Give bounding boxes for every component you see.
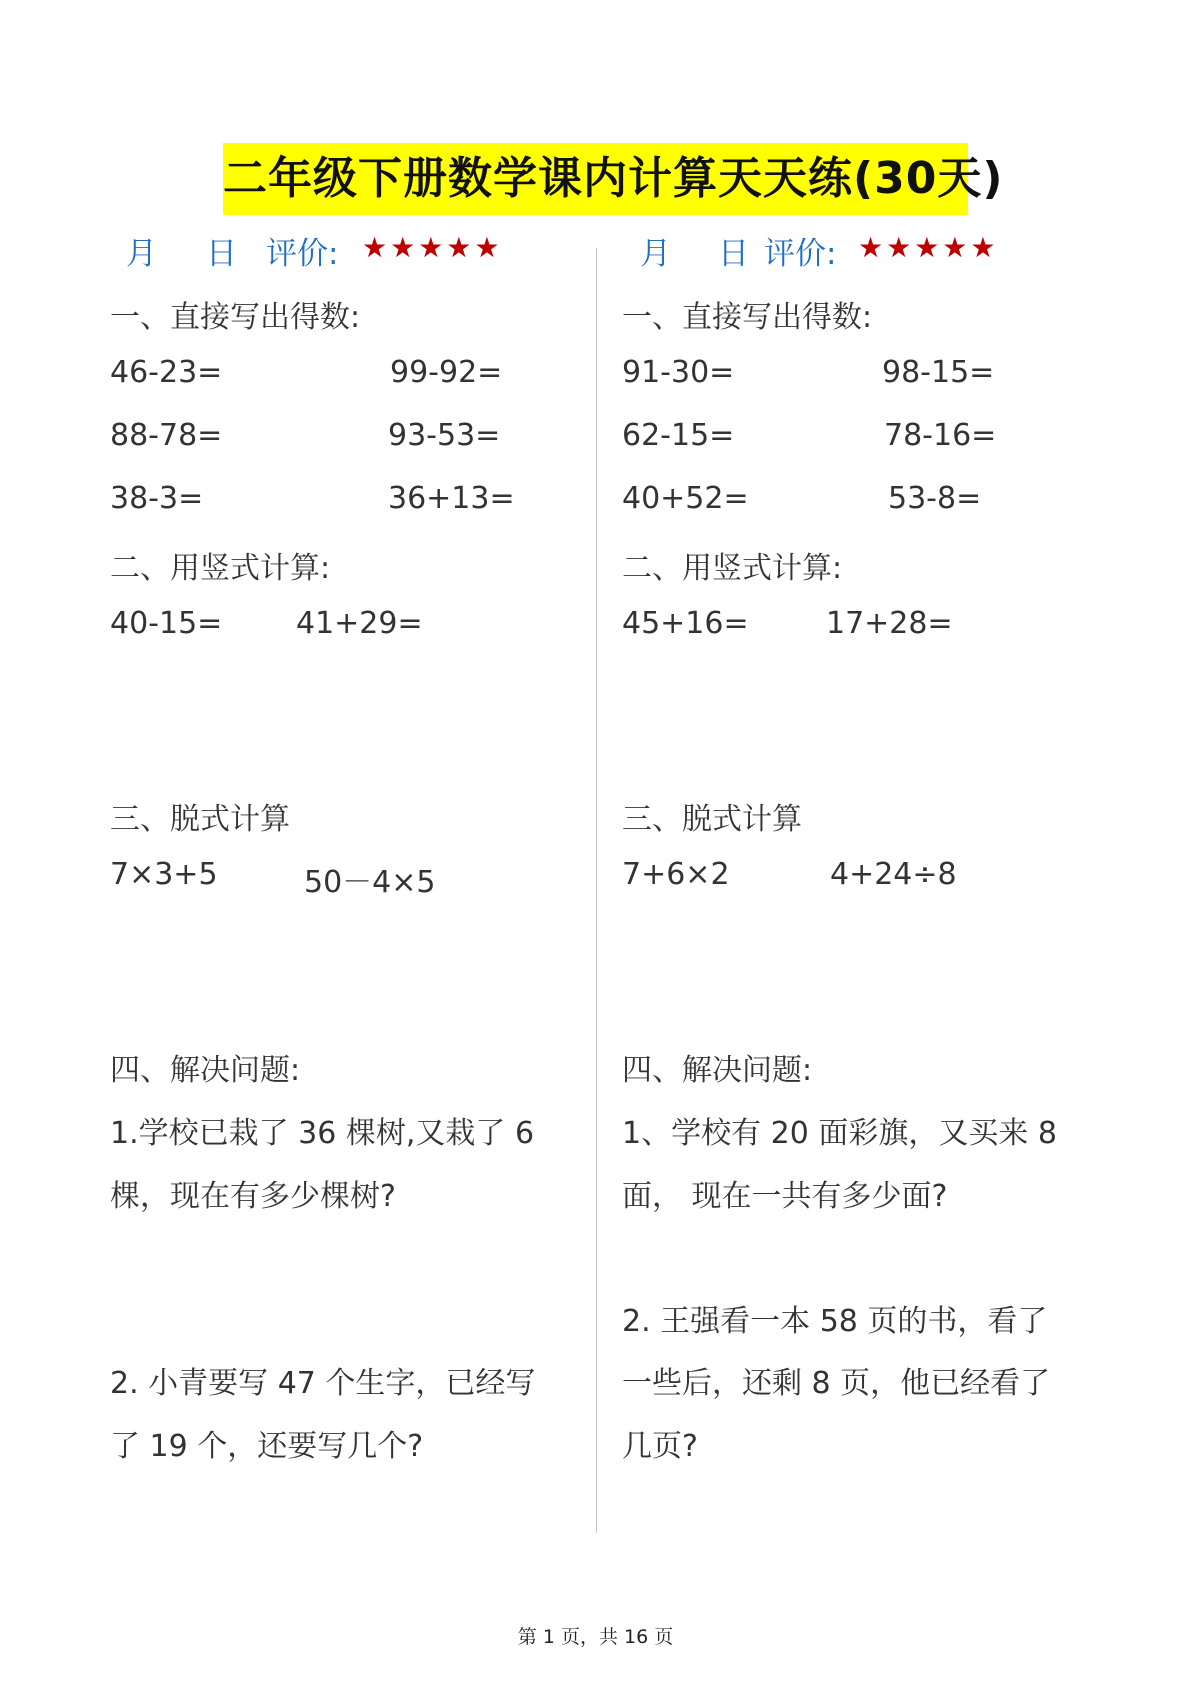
left-mixed-1: 7×3+5 (110, 857, 218, 892)
right-problem-2-line-3: 几页? (622, 1429, 698, 1464)
right-section-4-heading: 四、解决问题: (622, 1053, 813, 1088)
left-section-2-heading: 二、用竖式计算: (110, 551, 331, 586)
left-rating-stars: ★★★★★ (362, 231, 503, 264)
right-problem-1-line-1: 1、学校有 20 面彩旗，又买来 8 (622, 1116, 1057, 1151)
right-mixed-2: 4+24÷8 (830, 857, 957, 892)
left-day-label: 日 (206, 236, 237, 272)
page-title: 二年级下册数学课内计算天天练(30天) (223, 143, 968, 215)
right-mixed-1: 7+6×2 (622, 857, 730, 892)
right-exercise-4: 78-16= (884, 418, 997, 453)
left-section-3-heading: 三、脱式计算 (110, 802, 290, 837)
right-exercise-1: 91-30= (622, 355, 735, 390)
left-problem-1-line-2: 棵，现在有多少棵树? (110, 1179, 396, 1214)
right-problem-1-line-2: 面， 现在一共有多少面? (622, 1179, 948, 1214)
right-vertical-2: 17+28= (826, 606, 953, 641)
right-section-2-heading: 二、用竖式计算: (622, 551, 843, 586)
right-rating-label: 评价: (764, 236, 837, 272)
right-problem-2-line-2: 一些后，还剩 8 页，他已经看了 (622, 1366, 1051, 1401)
left-exercise-4: 93-53= (388, 418, 501, 453)
right-exercise-5: 40+52= (622, 481, 749, 516)
right-exercise-3: 62-15= (622, 418, 735, 453)
right-section-1-heading: 一、直接写出得数: (622, 300, 873, 335)
column-divider (596, 248, 597, 1533)
right-rating-stars: ★★★★★ (858, 231, 999, 264)
left-exercise-5: 38-3= (110, 481, 204, 516)
left-section-4-heading: 四、解决问题: (110, 1053, 301, 1088)
left-vertical-1: 40-15= (110, 606, 223, 641)
left-section-1-heading: 一、直接写出得数: (110, 300, 361, 335)
right-exercise-2: 98-15= (882, 355, 995, 390)
right-month-label: 月 (640, 236, 671, 272)
left-problem-1-line-1: 1.学校已栽了 36 棵树,又栽了 6 (110, 1116, 535, 1151)
left-exercise-6: 36+13= (388, 481, 515, 516)
right-problem-2-line-1: 2. 王强看一本 58 页的书，看了 (622, 1304, 1048, 1339)
left-exercise-1: 46-23= (110, 355, 223, 390)
left-exercise-3: 88-78= (110, 418, 223, 453)
left-rating-label: 评价: (266, 236, 339, 272)
right-vertical-1: 45+16= (622, 606, 749, 641)
left-month-label: 月 (126, 236, 157, 272)
left-problem-2-line-1: 2. 小青要写 47 个生字，已经写 (110, 1366, 536, 1401)
left-exercise-2: 99-92= (390, 355, 503, 390)
left-vertical-2: 41+29= (296, 606, 423, 641)
left-problem-2-line-2: 了 19 个，还要写几个? (110, 1429, 424, 1464)
left-mixed-2: 50－4×5 (304, 865, 436, 900)
right-exercise-6: 53-8= (888, 481, 982, 516)
right-day-label: 日 (718, 236, 749, 272)
right-section-3-heading: 三、脱式计算 (622, 802, 802, 837)
page-footer: 第 1 页，共 16 页 (517, 1626, 674, 1648)
